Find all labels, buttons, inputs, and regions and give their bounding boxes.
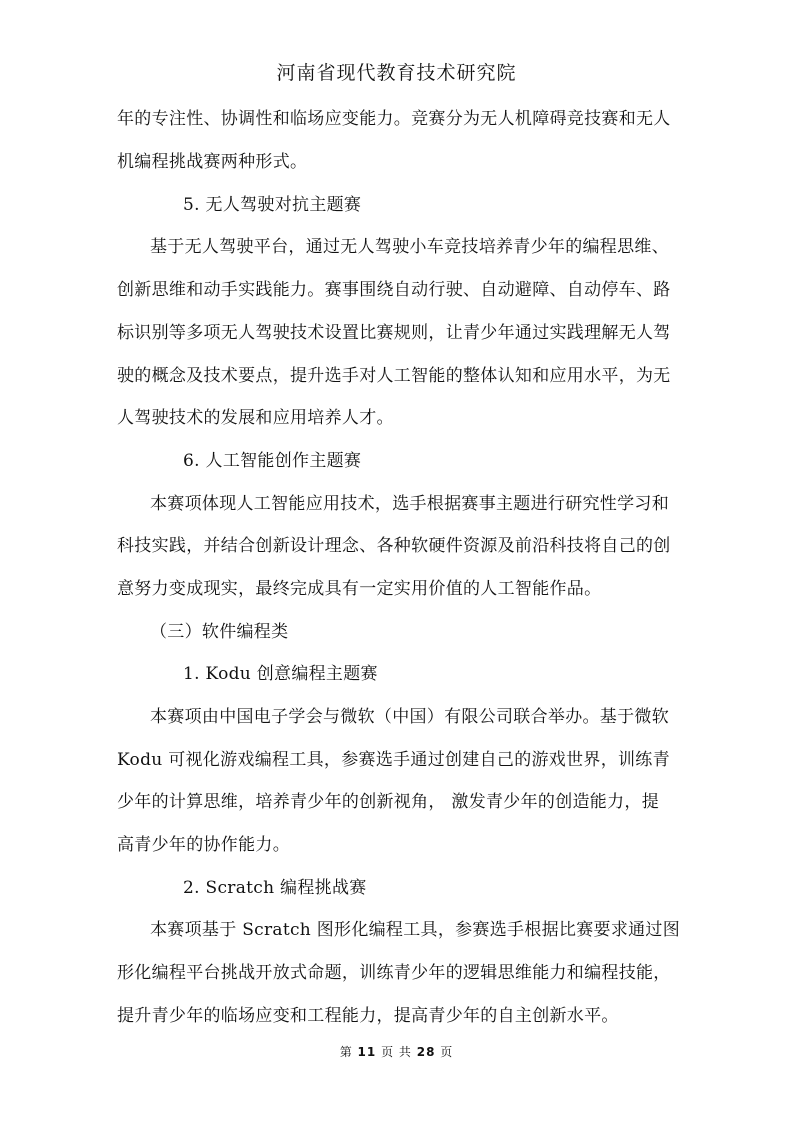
page-footer	[0, 1043, 793, 1060]
paragraph-line: 机编程挑战赛两种形式。	[117, 152, 308, 172]
footer-label-end: 页	[440, 1045, 454, 1059]
paragraph-line: 本赛项体现人工智能应用技术，选手根据赛事主题进行研究性学习和	[150, 494, 669, 514]
paragraph-line: 意努力变成现实，最终完成具有一定实用价值的人工智能作品。	[117, 579, 602, 599]
total-page-count: 28	[416, 1045, 436, 1059]
footer-label-mid: 页 共	[381, 1045, 412, 1059]
paragraph-line: 年的专注性、协调性和临场应变能力。竞赛分为无人机障碍竞技赛和无人	[117, 109, 671, 129]
paragraph-line: 创新思维和动手实践能力。赛事围绕自动行驶、自动避障、自动停车、路	[117, 280, 671, 300]
paragraph-line: 驶的概念及技术要点，提升选手对人工智能的整体认知和应用水平，为无	[117, 366, 671, 386]
paragraph-line: 人驾驶技术的发展和应用培养人才。	[117, 408, 394, 428]
paragraph-line: 标识别等多项无人驾驶技术设置比赛规则，让青少年通过实践理解无人驾	[117, 323, 671, 343]
paragraph-line: 科技实践，并结合创新设计理念、各种软硬件资源及前沿科技将自己的创	[117, 536, 671, 556]
section-heading: 6. 人工智能创作主题赛	[183, 451, 362, 471]
paragraph-line: 基于无人驾驶平台，通过无人驾驶小车竞技培养青少年的编程思维、	[150, 237, 669, 257]
paragraph-line: 本赛项由中国电子学会与微软（中国）有限公司联合举办。基于微软	[150, 707, 669, 727]
footer-label-page: 第	[339, 1045, 353, 1059]
category-heading: （三）软件编程类	[150, 622, 289, 642]
paragraph-line: Kodu 可视化游戏编程工具，参赛选手通过创建自己的游戏世界，训练青	[117, 750, 670, 770]
section-heading: 5. 无人驾驶对抗主题赛	[183, 195, 362, 215]
current-page-number: 11	[357, 1045, 377, 1059]
paragraph-line: 形化编程平台挑战开放式命题，训练青少年的逻辑思维能力和编程技能，	[117, 963, 671, 983]
section-heading: 2. Scratch 编程挑战赛	[183, 878, 367, 898]
paragraph-line: 提升青少年的临场应变和工程能力，提高青少年的自主创新水平。	[117, 1006, 619, 1026]
page-header-title: 河南省现代教育技术研究院	[276, 62, 517, 84]
paragraph-line: 本赛项基于 Scratch 图形化编程工具，参赛选手根据比赛要求通过图	[150, 920, 681, 940]
section-heading: 1. Kodu 创意编程主题赛	[183, 664, 378, 684]
paragraph-line: 高青少年的协作能力。	[117, 835, 290, 855]
paragraph-line: 少年的计算思维，培养青少年的创新视角， 激发青少年的创造能力，提	[117, 792, 660, 812]
